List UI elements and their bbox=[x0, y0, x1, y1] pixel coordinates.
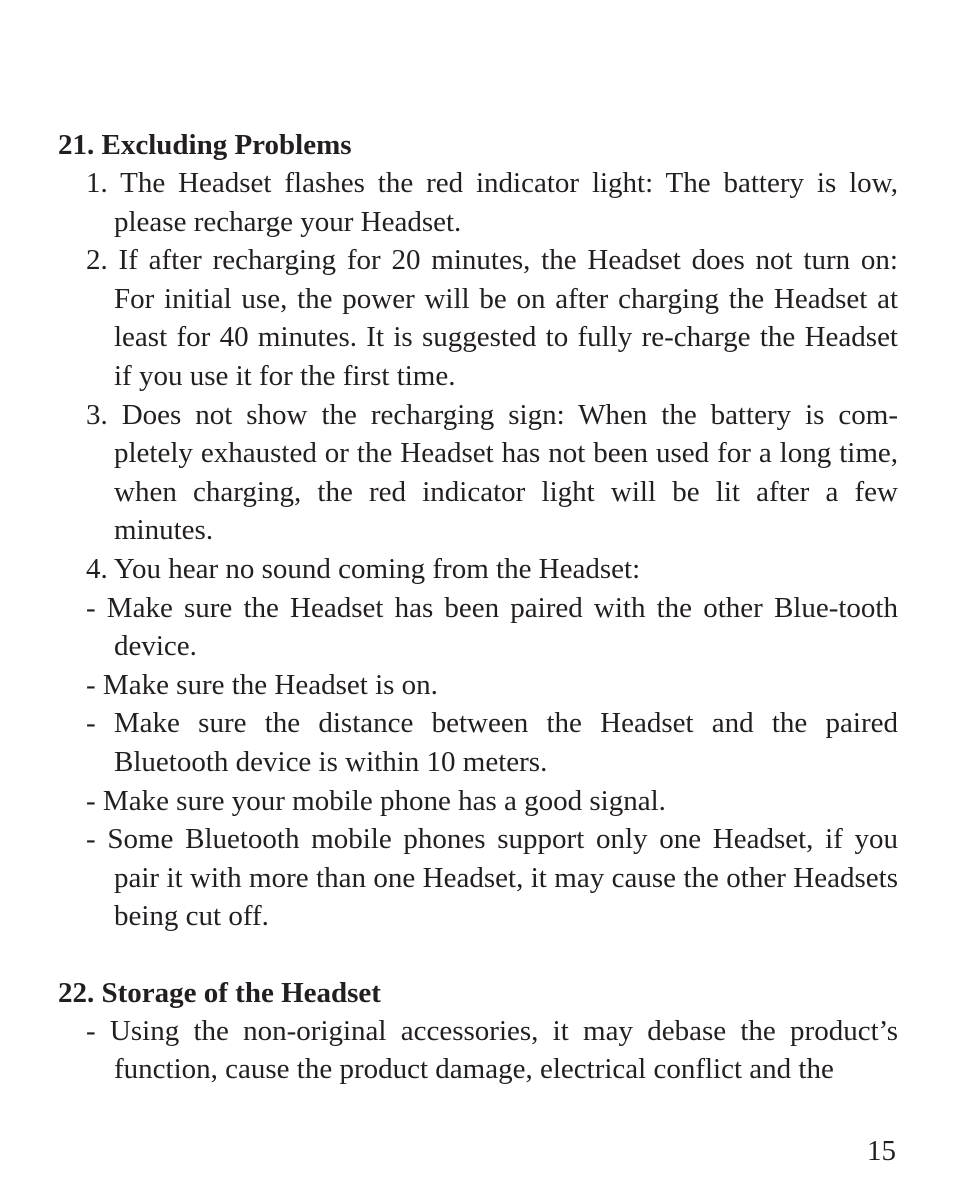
list-item: - Make sure the distance between the Headset and the paired Bluetooth device is within 10 meters. bbox=[86, 707, 898, 778]
list-item: - Some Bluetooth mobile phones support only one Headset, if you pair it with more than one Headset, it may cause the other Headsets being cut off. bbox=[86, 823, 898, 933]
list-item: - Make sure the Headset is on. bbox=[86, 668, 438, 701]
page-number: 15 bbox=[867, 1135, 896, 1167]
manual-page bbox=[58, 126, 898, 1089]
list-item: - Make sure the Headset has been paired with the other Blue-tooth device. bbox=[86, 591, 898, 663]
list-item: - Make sure your mobile phone has a good signal. bbox=[86, 784, 666, 817]
list-item: 1. The Headset flashes the red indicator light: The battery is low, please recharge your Headset. bbox=[86, 167, 898, 238]
list-item: 4. You hear no sound coming from the Headset: bbox=[86, 552, 641, 585]
section-heading-storage: 22. Storage of the Headset bbox=[58, 976, 381, 1009]
list-item: 3. Does not show the recharging sign: When the battery is com-pletely exhausted or the Headset has not been used for a long time, when charging, the red indicator light will be lit after a few minutes. bbox=[86, 398, 898, 547]
section-spacer bbox=[58, 936, 898, 974]
list-item: - Using the non-original accessories, it may debase the product’s function, cause the product damage, electrical conflict and the bbox=[86, 1014, 898, 1086]
list-item: 2. If after recharging for 20 minutes, the Headset does not turn on: For initial use, the power will be on after charging the Headset at least for 40 minutes. It is suggested to fully re-charge the Headset if you use it for the first time. bbox=[86, 244, 898, 392]
section-heading-excluding-problems: 21. Excluding Problems bbox=[58, 129, 352, 161]
